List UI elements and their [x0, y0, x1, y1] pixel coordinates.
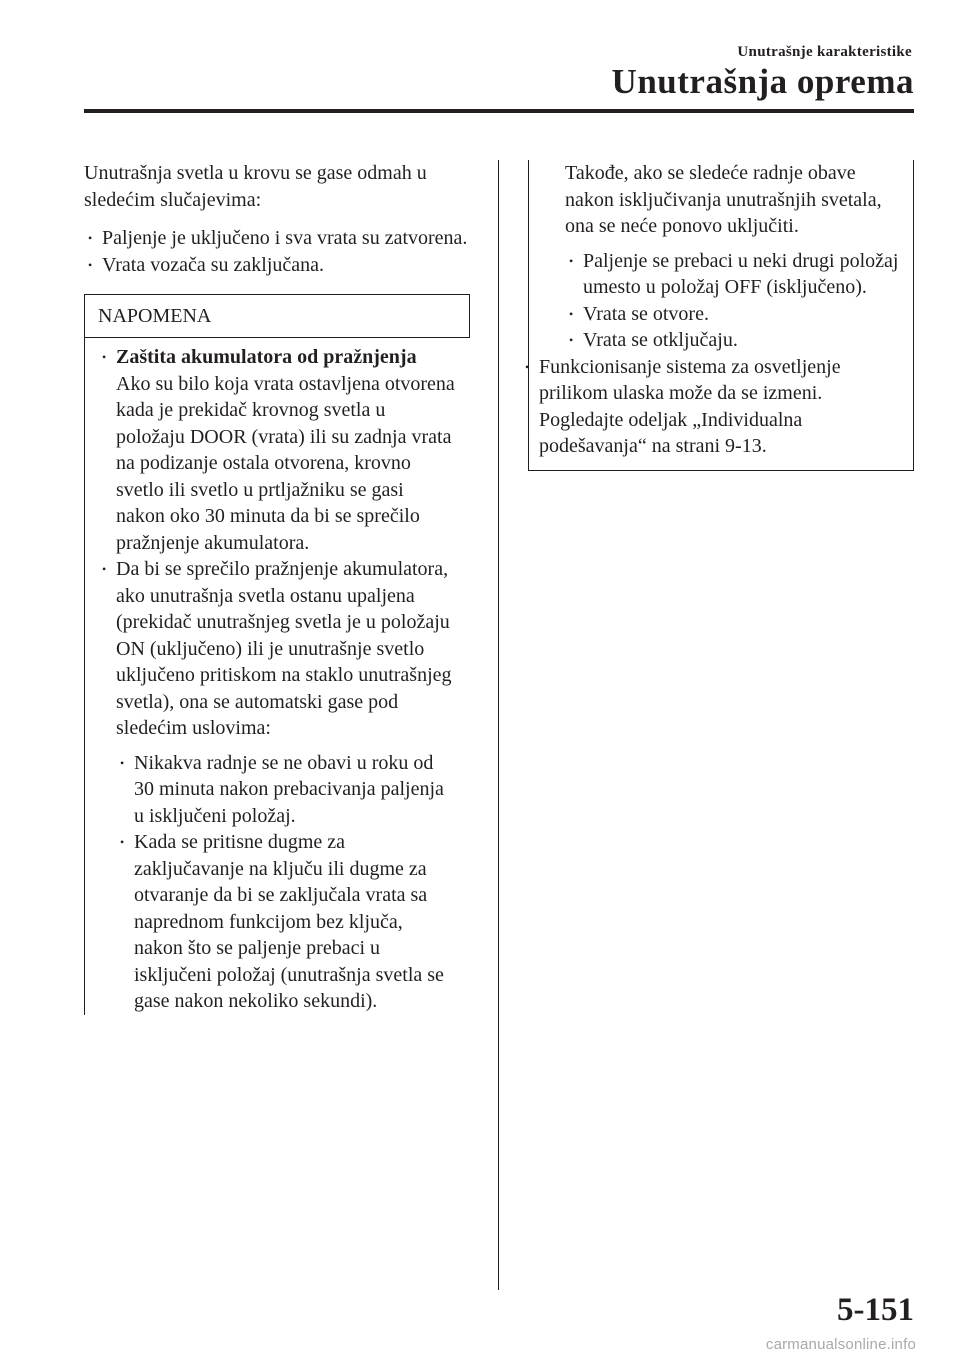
watermark: carmanualsonline.info — [765, 1336, 916, 1353]
note-item-battery — [98, 344, 456, 556]
continued-paragraph: Takođe, ako se sledeće radnje obave nakon isključivanja unutrašnjih svetala, ona se neće ponovo uključiti. — [565, 162, 882, 237]
note-box-continued — [528, 160, 914, 471]
note-sub-list — [116, 750, 456, 1015]
bullet-list — [84, 225, 470, 278]
list-item: • Nikakva radnje se ne obavi u roku od 30 minuta nakon prebacivanja paljenja u isključeni položaj. — [116, 750, 456, 830]
note-bullet-list — [98, 344, 456, 1015]
list-item: • Kada se pritisne dugme za zaključavanje na ključu ili dugme za otvaranje da bi se zaključala vrata sa naprednom funkcijom bez ključa, nakon što se paljenje prebaci u isključeni položaj (unutrašnja svetla se gase nakon nekoliko sekundi). — [116, 829, 456, 1015]
note-item-text: Ako su bilo koja vrata ostavljena otvorena kada je prekidač krovnog svetla u položaju DOOR (vrata) ili su zadnja vrata na podizanje ostala otvorena, krovno svetlo ili svetlo u prtljažniku se gasi nakon oko 30 minuta da bi se sprečilo pražnjenje akumulatora. — [116, 372, 455, 554]
note-body — [84, 338, 470, 1015]
bullet-list — [521, 354, 899, 460]
condition-sub-list — [565, 248, 899, 354]
intro-paragraph: Unutrašnja svetla u krovu se gase odmah u sledećim slučajevima: — [84, 162, 427, 211]
note-heading: NAPOMENA — [84, 295, 470, 338]
header-rule — [84, 109, 914, 113]
note-item-auto-off — [98, 556, 456, 1015]
left-column — [84, 160, 470, 1015]
list-item: • Paljenje se prebaci u neki drugi položaj umesto u položaj OFF (isključeno). — [565, 248, 899, 301]
list-item: • Vrata se otvore. — [565, 301, 899, 328]
note-item-title: Zaštita akumulatora od pražnjenja — [116, 346, 417, 368]
list-item: • Funkcionisanje sistema za osvetljenje prilikom ulaska može da se izmeni. Pogledajte odeljak „Individualna podešavanja“ na strani 9-13. — [521, 354, 899, 460]
column-divider — [498, 160, 499, 1290]
header-section: Unutrašnje karakteristike — [737, 44, 912, 60]
list-item: • Vrata vozača su zaključana. — [84, 252, 470, 279]
right-column — [528, 160, 914, 471]
page-number: 5-151 — [837, 1292, 914, 1328]
list-item: • Paljenje je uključeno i sva vrata su zatvorena. — [84, 225, 470, 252]
list-item: • Vrata se otključaju. — [565, 327, 899, 354]
note-box — [84, 294, 470, 1015]
page-title: Unutrašnja oprema — [611, 62, 914, 101]
note-item-text: Da bi se sprečilo pražnjenje akumulatora, ako unutrašnja svetla ostanu upaljena (prekidač unutrašnjeg svetla je u položaju ON (uključeno) ili je unutrašnje svetlo uključeno pritiskom na staklo unutrašnjeg svetla), ona se automatski gase pod sledećim uslovima: — [116, 558, 452, 739]
